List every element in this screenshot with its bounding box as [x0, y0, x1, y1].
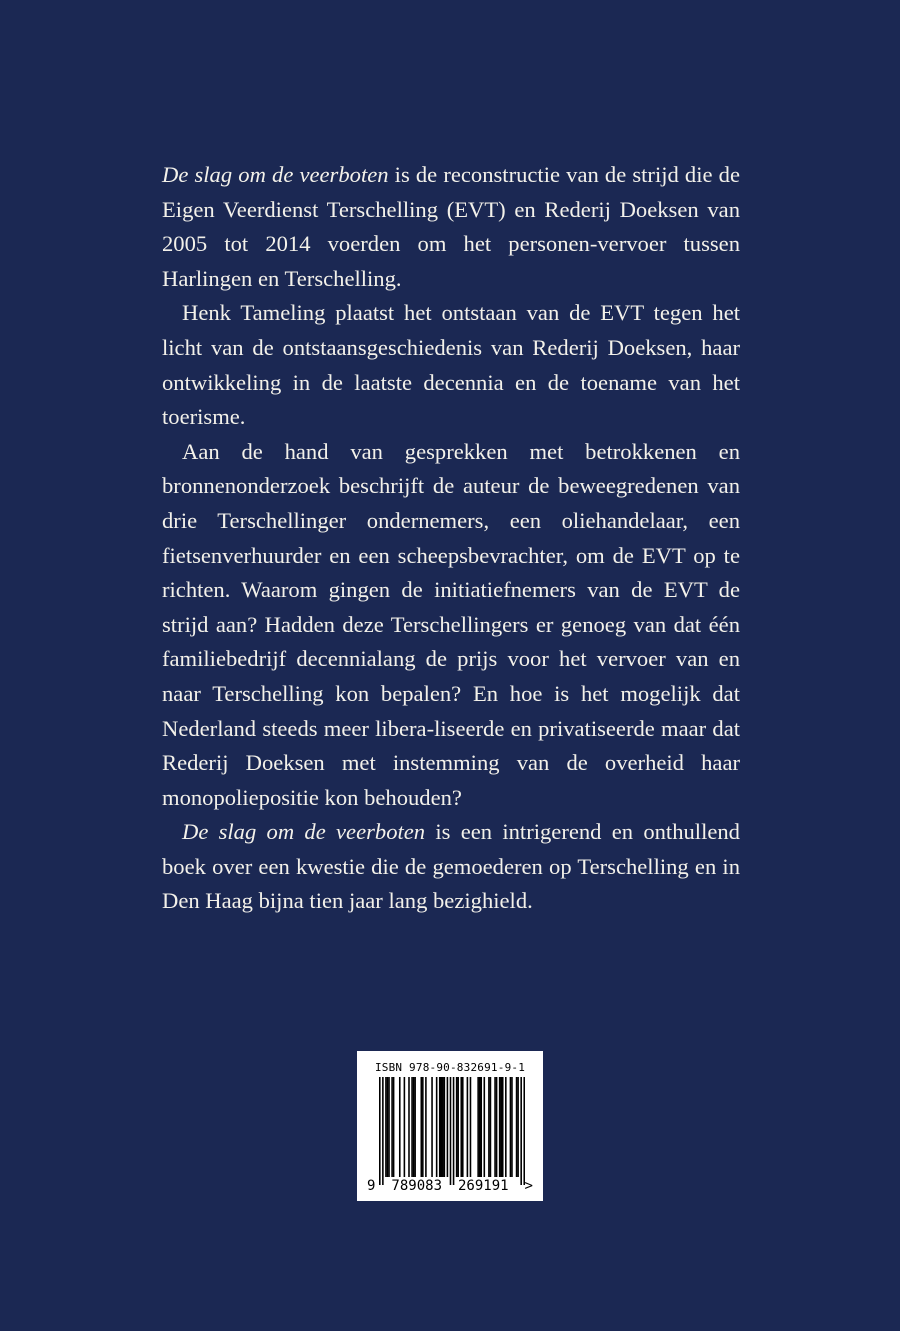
barcode-bar — [425, 1077, 427, 1177]
barcode-bar — [413, 1077, 415, 1177]
barcode-bar — [460, 1077, 462, 1177]
barcode-bar — [450, 1077, 452, 1185]
barcode-bar — [500, 1077, 502, 1177]
isbn-label: ISBN 978-90-832691-9-1 — [374, 1061, 526, 1074]
barcode-bar — [479, 1077, 481, 1177]
barcode-bar — [444, 1077, 446, 1177]
ean-digit-right-group: 269191 — [457, 1178, 509, 1194]
ean-digit-lead: 9 — [367, 1178, 376, 1194]
blurb-paragraph-4-text: is een intrigerend en onthullend boek over een kwestie die de gemoederen op Terschelling en in Den Haag bijna tien jaar lang bezighield. — [162, 819, 740, 914]
ean-digit-left-group: 789083 — [391, 1178, 442, 1194]
barcode-bar — [439, 1077, 441, 1177]
ean-digits — [367, 1178, 533, 1194]
blurb-paragraph-3: Aan de hand van gesprekken met betrokkenen en bronnenonderzoek beschrijft de auteur de beweegredenen van drie Terschellinger ondernemers, een oliehandelaar, een fietsenverhuurder en een scheepsbevrachter, om de EVT op te richten. Waarom gingen de initiatiefnemers van de EVT de strijd aan? Hadden deze Terschellingers er genoeg van dat één familiebedrijf decennialang de prijs voor het vervoer van en naar Terschelling kon bepalen? En hoe is het mogelijk dat Nederland steeds meer libera-liseerde en privatiseerde maar dat Rederij Doeksen met instemming van de overheid haar monopoliepositie kon behouden? — [162, 438, 740, 810]
barcode-bar — [456, 1077, 458, 1177]
blurb-paragraph-2: Henk Tameling plaatst het ontstaan van de EVT tegen het licht van de ontstaansgeschiedenis van Rederij Doeksen, haar ontwikkeling in de laatste decennia en de toename van het toerisme. — [162, 300, 740, 430]
barcode-bar — [453, 1077, 455, 1185]
barcode-bar — [517, 1077, 519, 1177]
book-title-italic: De slag om de veerboten — [162, 162, 389, 187]
blurb-paragraph-4 — [162, 815, 740, 919]
barcode-bars — [379, 1077, 525, 1185]
barcode-bar — [422, 1077, 424, 1177]
barcode-bar — [379, 1077, 381, 1185]
barcode-bar — [516, 1077, 518, 1177]
barcode-bar — [470, 1077, 472, 1177]
isbn-barcode — [357, 1051, 543, 1201]
barcode-bar — [502, 1077, 504, 1177]
barcode-bar — [399, 1077, 401, 1177]
barcode-bar — [411, 1077, 413, 1177]
barcode-bar — [505, 1077, 507, 1177]
barcode-bar — [387, 1077, 389, 1177]
barcode-bar — [440, 1077, 442, 1177]
barcode-bar — [496, 1077, 498, 1177]
barcode-bar — [391, 1077, 393, 1177]
barcode-bar — [511, 1077, 513, 1177]
barcode-bar — [447, 1077, 449, 1177]
barcode-bar — [520, 1077, 522, 1185]
barcode-bar — [393, 1077, 395, 1177]
barcode-bar — [488, 1077, 490, 1177]
barcode-bar — [490, 1077, 492, 1177]
back-cover-blurb — [162, 158, 740, 919]
barcode-bar — [385, 1077, 387, 1177]
barcode-bar — [442, 1077, 444, 1177]
barcode-bar — [462, 1077, 464, 1177]
barcode-bar — [467, 1077, 469, 1177]
barcode-bar — [420, 1077, 422, 1177]
ean-digit-quiet-mark: > — [524, 1178, 533, 1194]
blurb-paragraph-1-text: is de reconstructie van de strijd die de Eigen Veerdienst Terschelling (EVT) en Rederij Doeksen van 2005 tot 2014 voerden om het personen-vervoer tussen Harlingen en Terschelling. — [162, 162, 740, 291]
blurb-paragraph-1 — [162, 158, 740, 296]
barcode-bar — [499, 1077, 501, 1177]
barcode-bar — [477, 1077, 479, 1177]
barcode-bar — [457, 1077, 459, 1177]
barcode-bar — [523, 1077, 525, 1185]
barcode-bars-svg — [379, 1077, 525, 1185]
book-title-italic: De slag om de veerboten — [182, 819, 426, 845]
barcode-bar — [494, 1077, 496, 1177]
barcode-bar — [431, 1077, 433, 1177]
barcode-bar — [414, 1077, 416, 1177]
barcode-bar — [382, 1077, 384, 1185]
barcode-bar — [436, 1077, 438, 1177]
barcode-bar — [408, 1077, 410, 1177]
barcode-bar — [480, 1077, 482, 1177]
barcode-bar — [388, 1077, 390, 1177]
barcode-bar — [510, 1077, 512, 1177]
barcode-bar — [404, 1077, 406, 1177]
barcode-bar — [484, 1077, 486, 1177]
